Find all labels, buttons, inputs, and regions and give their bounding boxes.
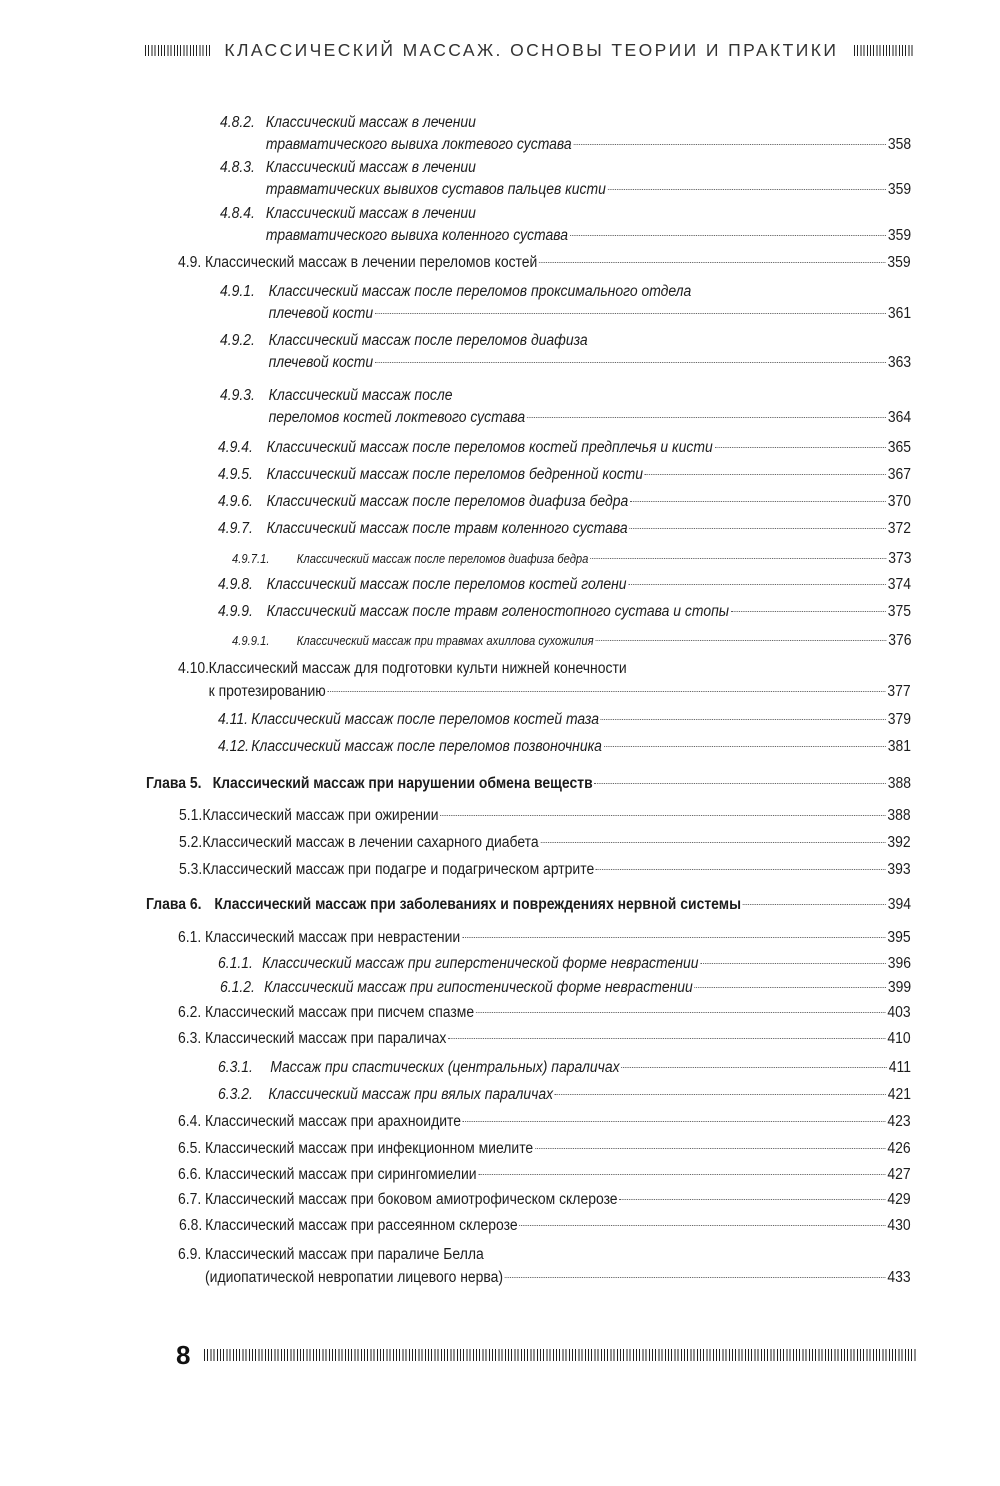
toc-title: Классический массаж в лечении (265, 114, 476, 131)
toc-page: 359 (887, 181, 912, 198)
toc-title-cont: к протезированию (208, 683, 326, 700)
toc-number: 6.1.2. (220, 979, 255, 996)
toc-title: Классический массаж при инфекционном миелите (205, 1140, 534, 1157)
toc-number: 4.8.3. (220, 159, 255, 176)
toc-entry[interactable] (220, 978, 911, 998)
header-title: КЛАССИЧЕСКИЙ МАССАЖ. ОСНОВЫ ТЕОРИИ И ПРАКТИКИ (224, 39, 839, 60)
toc-number: 4.11. (218, 711, 248, 728)
toc-entry[interactable] (218, 438, 911, 458)
toc-number: 4.9.4. (218, 439, 253, 456)
toc-number: 4.9.6. (218, 493, 253, 510)
toc-title-cont: травматического вывиха локтевого сустава (265, 136, 572, 153)
toc-page: 359 (887, 254, 911, 271)
toc-entry[interactable] (178, 928, 911, 948)
toc-title-cont: переломов костей локтевого сустава (268, 409, 526, 426)
toc-entry[interactable] (218, 710, 911, 730)
toc-title: Классический массаж после переломов костей таза (251, 711, 599, 728)
toc-number: 6.6. (178, 1166, 202, 1183)
toc-page: 403 (887, 1004, 911, 1021)
toc-number: 4.9.1. (220, 283, 255, 300)
toc-entry[interactable] (220, 113, 911, 155)
toc-title-cont: плечевой кости (268, 354, 374, 371)
toc-number: 6.4. (178, 1113, 202, 1130)
toc-title: Классический массаж после переломов костей предплечья и кисти (266, 439, 713, 456)
dot-leader (539, 262, 885, 263)
toc-page: 411 (888, 1059, 911, 1076)
toc-entry[interactable] (178, 1139, 911, 1159)
toc-title: Классический массаж при арахноидите (205, 1113, 462, 1130)
toc-number: 4.8.4. (220, 205, 255, 222)
toc-page: 367 (887, 466, 911, 483)
toc-page: 370 (887, 493, 911, 510)
toc-number: 5.1. (179, 807, 203, 824)
toc-page: 381 (887, 738, 911, 755)
dot-leader (570, 235, 886, 236)
toc-title: Классический массаж при параличе Белла (205, 1246, 484, 1263)
toc-number: 5.2. (179, 834, 203, 851)
toc-entry[interactable] (178, 1165, 911, 1185)
toc-number: 4.10. (178, 660, 210, 677)
toc-entry[interactable] (218, 519, 911, 539)
toc-title: Классический массаж при вялых параличах (268, 1086, 554, 1103)
dot-leader (743, 904, 886, 905)
dot-leader (619, 1199, 885, 1200)
footer-ornament (204, 1349, 916, 1361)
dot-leader (573, 144, 886, 145)
chapter-number: Глава 6. (146, 896, 202, 913)
toc-entry[interactable] (218, 465, 911, 485)
toc-title: Классический массаж после травм голеностопного сустава и стопы (266, 603, 730, 620)
toc-number: 4.9.8. (218, 576, 253, 593)
toc-title: Классический массаж в лечении (265, 159, 476, 176)
toc-number: 4.9.9. (218, 603, 253, 620)
toc-title: Классический массаж в лечении сахарного диабета (202, 834, 539, 851)
toc-page: 363 (887, 354, 912, 371)
toc-number: 6.8. (179, 1217, 203, 1234)
toc-page: 421 (887, 1086, 911, 1103)
toc-entry[interactable] (178, 253, 911, 273)
toc-title: Классический массаж при писчем спазме (205, 1004, 475, 1021)
toc-page: 395 (887, 929, 911, 946)
chapter-title: Классический массаж при нарушении обмена веществ (212, 775, 593, 792)
toc-title: Классический массаж после переломов диафиза (268, 332, 588, 349)
toc-number: 4.12. (218, 738, 250, 755)
toc-number: 5.3. (179, 861, 203, 878)
toc-page: 361 (887, 305, 912, 322)
dot-leader (621, 1067, 887, 1068)
toc-page: 429 (887, 1191, 911, 1208)
toc-page: 427 (887, 1166, 911, 1183)
dot-leader (440, 815, 885, 816)
dot-leader (463, 1121, 886, 1122)
toc-chapter-entry[interactable] (146, 895, 911, 915)
toc-title: Массаж при спастических (центральных) параличах (270, 1059, 620, 1076)
toc-title: Классический массаж при гиперстенической форме неврастении (262, 955, 699, 972)
toc-page: 430 (887, 1217, 911, 1234)
toc-title-cont: (идиопатической невропатии лицевого нерва) (205, 1269, 504, 1286)
dot-leader (695, 987, 887, 988)
toc-entry[interactable] (218, 737, 911, 757)
toc-title: Классический массаж после переломов диафиза бедра (266, 493, 629, 510)
toc-title: Классический массаж после травм коленного сустава (266, 520, 628, 537)
toc-title: Классический массаж для подготовки культи нижней конечности (208, 660, 627, 677)
toc-page: 379 (887, 711, 911, 728)
toc-entry[interactable] (218, 492, 911, 512)
dot-leader (462, 937, 885, 938)
dot-leader (527, 417, 886, 418)
toc-page: 388 (887, 775, 911, 792)
toc-entry[interactable] (218, 954, 911, 974)
dot-leader (505, 1277, 886, 1278)
dot-leader (590, 558, 886, 559)
toc-number: 6.1. (178, 929, 202, 946)
toc-title: Классический массаж при ожирении (202, 807, 439, 824)
toc-title: Классический массаж после переломов диафиза бедра (296, 552, 589, 566)
toc-page: 377 (887, 683, 911, 700)
toc-title: Классический массаж в лечении переломов костей (205, 254, 538, 271)
toc-entry[interactable] (220, 331, 911, 373)
toc-page: 393 (887, 861, 911, 878)
page-footer (176, 1340, 916, 1370)
dot-leader (645, 474, 886, 475)
toc-number: 4.8.2. (220, 114, 255, 131)
toc-title: Классический массаж после переломов бедренной кости (266, 466, 644, 483)
toc-number: 4.9.9.1. (232, 634, 270, 648)
toc-entry[interactable] (179, 1216, 911, 1236)
toc-entry[interactable] (220, 386, 911, 428)
toc-number: 6.1.1. (218, 955, 253, 972)
toc-title: Классический массаж при подагре и подагрическом артрите (202, 861, 595, 878)
toc-title: Классический массаж при рассеянном склерозе (205, 1217, 518, 1234)
chapter-title: Классический массаж при заболеваниях и повреждениях нервной системы (214, 896, 741, 913)
toc-title: Классический массаж после (268, 387, 453, 404)
dot-leader (604, 746, 886, 747)
dot-leader (478, 1174, 885, 1175)
toc-entry[interactable] (178, 1029, 911, 1049)
toc-page: 392 (887, 834, 911, 851)
toc-entry[interactable] (179, 860, 911, 880)
toc-entry[interactable] (179, 806, 911, 826)
toc-title: Классический массаж при травмах ахиллова сухожилия (296, 634, 594, 648)
toc-number: 6.3.2. (218, 1086, 253, 1103)
toc-title: Классический массаж при гипостенической форме неврастении (264, 979, 693, 996)
toc-entry[interactable] (218, 575, 911, 595)
toc-page: 399 (887, 979, 912, 996)
chapter-number: Глава 5. (146, 775, 202, 792)
dot-leader (700, 963, 886, 964)
toc-entry[interactable] (178, 1112, 911, 1132)
toc-page: 410 (887, 1030, 911, 1047)
toc-title: Классический массаж после переломов проксимального отдела (268, 283, 692, 300)
toc-entry[interactable] (218, 602, 911, 622)
toc-page: 375 (887, 603, 911, 620)
toc-entry[interactable] (179, 833, 911, 853)
toc-chapter-entry[interactable] (146, 774, 911, 794)
toc-entry[interactable] (220, 158, 911, 200)
toc-number: 4.9. (178, 254, 202, 271)
dot-leader (731, 611, 886, 612)
page-number: 8 (176, 1339, 191, 1370)
toc-number: 4.9.5. (218, 466, 253, 483)
toc-page: 433 (887, 1269, 911, 1286)
toc-title: Классический массаж при параличах (205, 1030, 447, 1047)
toc-title: Классический массаж после переломов позвоночника (251, 738, 602, 755)
toc-page: 364 (887, 409, 912, 426)
toc-number: 6.9. (178, 1246, 202, 1263)
toc-page: 388 (887, 807, 911, 824)
dot-leader (596, 869, 886, 870)
toc-title: Классический массаж после переломов костей голени (266, 576, 627, 593)
toc-page: 372 (887, 520, 911, 537)
toc-entry[interactable] (232, 631, 912, 651)
toc-number: 4.9.7.1. (232, 552, 270, 566)
dot-leader (595, 640, 886, 641)
toc-entry[interactable] (218, 1085, 911, 1105)
toc-title-cont: плечевой кости (268, 305, 374, 322)
dot-leader (375, 313, 886, 314)
dot-leader (601, 719, 886, 720)
toc-page: 376 (888, 632, 912, 649)
dot-leader (594, 783, 885, 784)
dot-leader (555, 1094, 886, 1095)
toc-entry[interactable] (218, 1058, 911, 1078)
toc-page: 394 (887, 896, 911, 913)
toc-entry[interactable] (178, 1190, 911, 1210)
toc-number: 4.9.2. (220, 332, 255, 349)
toc-entry[interactable] (220, 204, 911, 246)
toc-entry[interactable] (220, 282, 911, 324)
toc-page: 374 (887, 576, 911, 593)
toc-entry[interactable] (232, 549, 912, 569)
toc-title: Классический массаж при сирингомиелии (205, 1166, 477, 1183)
toc-page: 358 (887, 136, 912, 153)
toc-number: 4.9.3. (220, 387, 255, 404)
toc-entry[interactable] (178, 1245, 911, 1288)
toc-title: Классический массаж при боковом амиотрофическом склерозе (205, 1191, 618, 1208)
toc-entry[interactable] (178, 1003, 911, 1023)
toc-number: 6.7. (178, 1191, 202, 1208)
toc-page: 426 (887, 1140, 911, 1157)
toc-number: 4.9.7. (218, 520, 253, 537)
dot-leader (535, 1148, 886, 1149)
dot-leader (630, 501, 886, 502)
toc-page: 373 (888, 550, 912, 567)
toc-number: 6.3. (178, 1030, 202, 1047)
toc-number: 6.2. (178, 1004, 202, 1021)
toc-page: 365 (887, 439, 911, 456)
dot-leader (375, 362, 886, 363)
dot-leader (608, 189, 886, 190)
toc-page: 359 (887, 227, 912, 244)
dot-leader (476, 1012, 886, 1013)
dot-leader (448, 1038, 885, 1039)
toc-number: 6.5. (178, 1140, 202, 1157)
dot-leader (328, 691, 886, 692)
dot-leader (628, 584, 886, 585)
toc-page: 423 (887, 1113, 911, 1130)
toc-number: 6.3.1. (218, 1059, 253, 1076)
dot-leader (629, 528, 886, 529)
toc-title: Классический массаж при неврастении (205, 929, 461, 946)
toc-page: 396 (887, 955, 911, 972)
toc-title-cont: травматических вывихов суставов пальцев кисти (265, 181, 606, 198)
toc-title-cont: травматического вывиха коленного сустава (265, 227, 568, 244)
dot-leader (540, 842, 885, 843)
dot-leader (715, 447, 886, 448)
toc-title: Классический массаж в лечении (265, 205, 476, 222)
dot-leader (519, 1225, 885, 1226)
toc-entry[interactable] (178, 659, 911, 702)
